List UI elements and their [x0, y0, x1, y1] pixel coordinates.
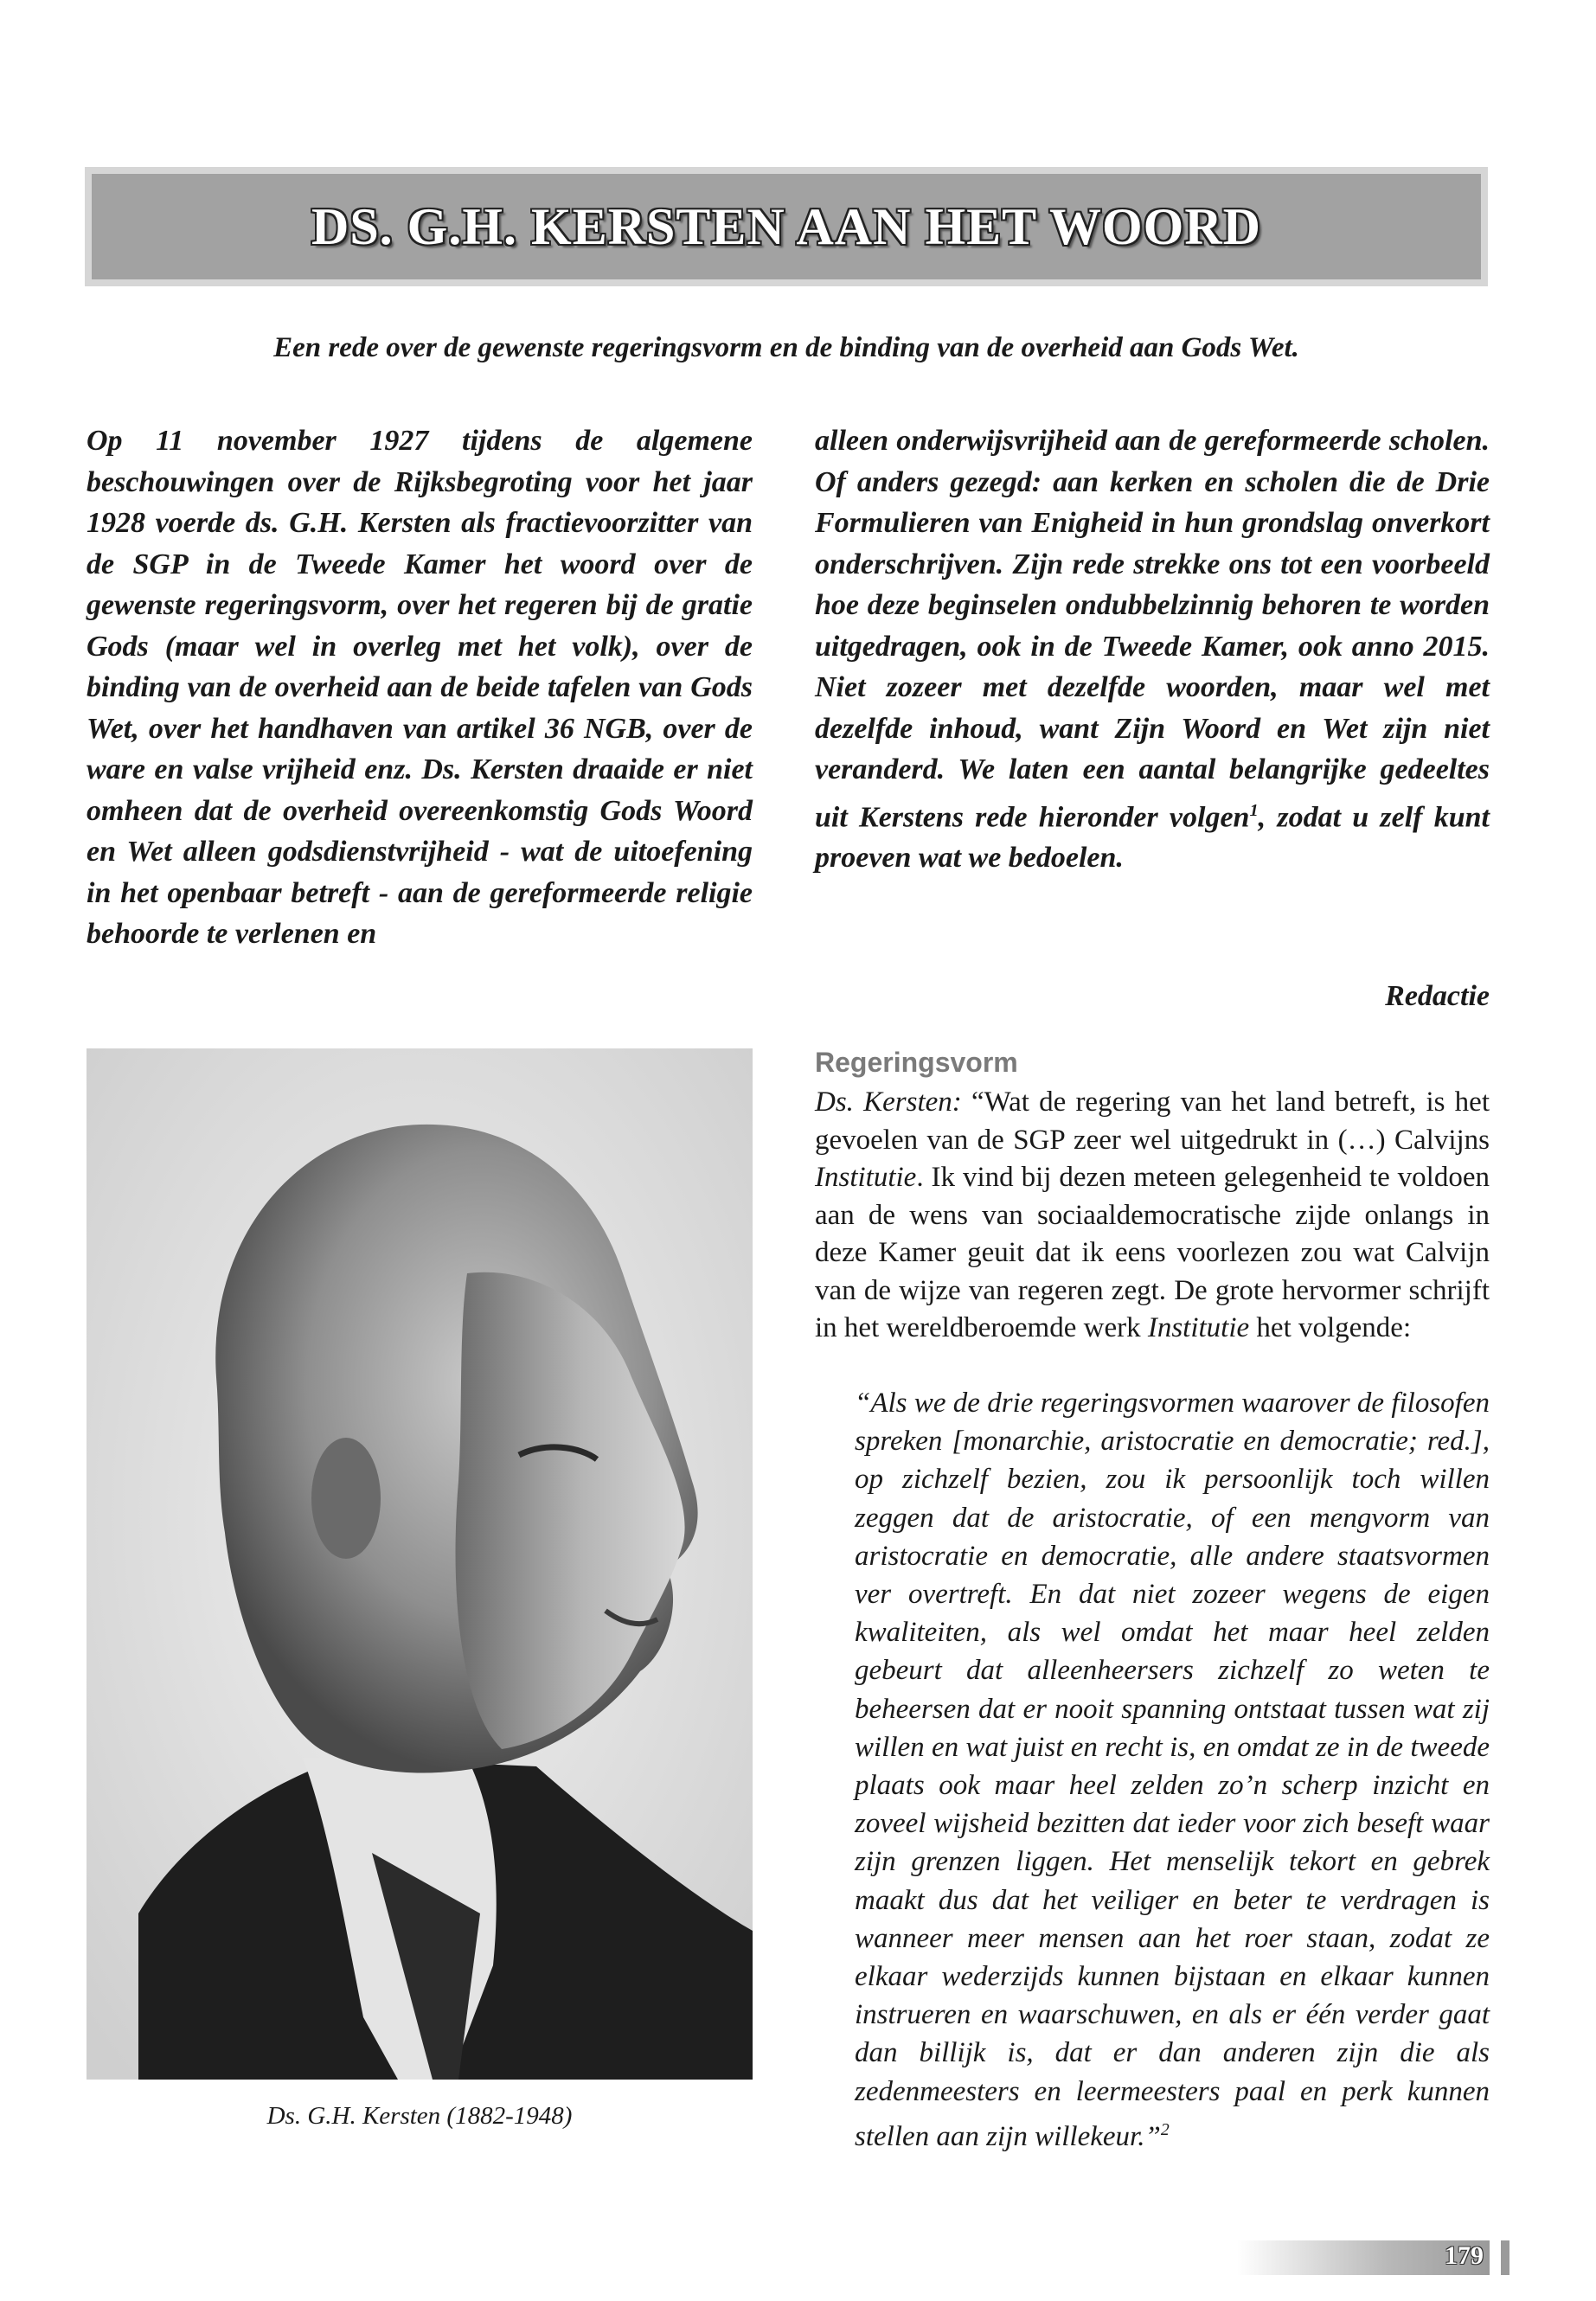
section-body: Ds. Kersten: “Wat de regering van het land betreft, is het gevoelen van de SGP zeer wel uitgedrukt in (…) Calvijns Institutie. Ik vind bij dezen meteen gelegenheid te voldoen aan de wens van sociaaldemocratische zijde onlangs in deze Kamer geuit dat ik eens voorlezen zou wat Calvijn van de wijze van regeren zegt. De grote hervormer schrijft in het wereldberoemde werk Institutie het volgende: — [815, 1086, 1490, 1343]
page-title: DS. G.H. KERSTEN AAN HET WOORD — [311, 197, 1262, 255]
page-number-tick — [1501, 2240, 1509, 2275]
footnote-ref-1: 1 — [1249, 800, 1259, 820]
intro-paragraph-left: Op 11 november 1927 tijdens de algemene beschouwingen over de Rijksbegroting voor het jaar 1928 voerde ds. G.H. Kersten als fractievoorzitter van de SGP in de Tweede Kamer het woord over de gewenste regeringsvorm, over het regeren bij de gratie Gods (maar wel in overleg met het volk), over de binding van de overheid aan de beide tafelen van Gods Wet, over het handhaven van artikel 36 NGB, over de ware en valse vrijheid enz. Ds. Kersten draaide er niet omheen dat de overheid overeenkomstig Gods Woord en Wet alleen godsdienstvrijheid - wat de uitoefening in het openbaar betreft - aan de gereformeerde religie behoorde te verlenen en — [87, 425, 753, 950]
page-number: 179 — [1445, 2241, 1484, 2270]
footnote-ref-2: 2 — [1160, 2119, 1170, 2139]
photo-caption: Ds. G.H. Kersten (1882-1948) — [266, 2102, 573, 2130]
intro-paragraph-right: alleen onderwijsvrijheid aan de gereformeerde scholen. Of anders gezegd: aan kerken en scholen die de Drie Formulieren van Enigheid in hun grondslag onverkort onderschrijven. Zijn rede strekke ons tot een voorbeeld hoe deze beginselen ondubbelzinnig behoren te worden uitgedragen, ook in de Tweede Kamer, ook anno 2015. Niet zozeer met dezelfde woorden, maar wel met dezelfde inhoud, want Zijn Woord en Wet zijn niet veranderd. We laten een aantal belangrijke gedeeltes uit Kerstens rede hieronder volgen$^1$, zodat u zelf kunt proeven wat we bedoelen. — [815, 425, 1490, 875]
portrait-photo — [87, 1048, 753, 2080]
editorial-signature: Redactie — [1385, 980, 1490, 1012]
article-subtitle: Een rede over de gewenste regeringsvorm en de binding van de overheid aan Gods Wet. — [273, 332, 1299, 363]
calvin-quote: “Als we de drie regeringsvormen waarover de filosofen spreken [monarchie, aristocratie en democratie; red.], op zichzelf bezien, zou ik persoonlijk toch willen zeggen dat de aristocratie, of een mengvorm van aristocratie en democratie, alle andere staatsvormen ver overtreft. En dat niet zozeer wegens de eigen kwaliteiten, als wel omdat het maar heel zelden gebeurt dat alleenheersers zichzelf zo weten te beheersen dat er nooit spanning ontstaat tussen wat zij willen en wat juist en recht is, en omdat ze in de tweede plaats ook maar heel zelden zo’n scherp inzicht en zoveel wijsheid bezitten dat ieder voor zich beseft waar zijn grenzen liggen. Het menselijk tekort en gebrek maakt dus dat het veiliger en beter te verdragen is wanneer meer mensen aan het roer staan, zodat ze elkaar wederzijds kunnen bijstaan en elkaar kunnen instrueren en waarschuwen, en als er één verder gaat dan billijk is, dat er dan anderen zijn die als zedenmeesters en leermeesters paal en perk kunnen stellen aan zijn willekeur.”$^2$ — [855, 1388, 1490, 2152]
title-banner — [85, 167, 1488, 286]
section-heading: Regeringsvorm — [815, 1047, 1018, 1078]
speaker-label: Ds. Kersten: — [815, 1086, 962, 1118]
